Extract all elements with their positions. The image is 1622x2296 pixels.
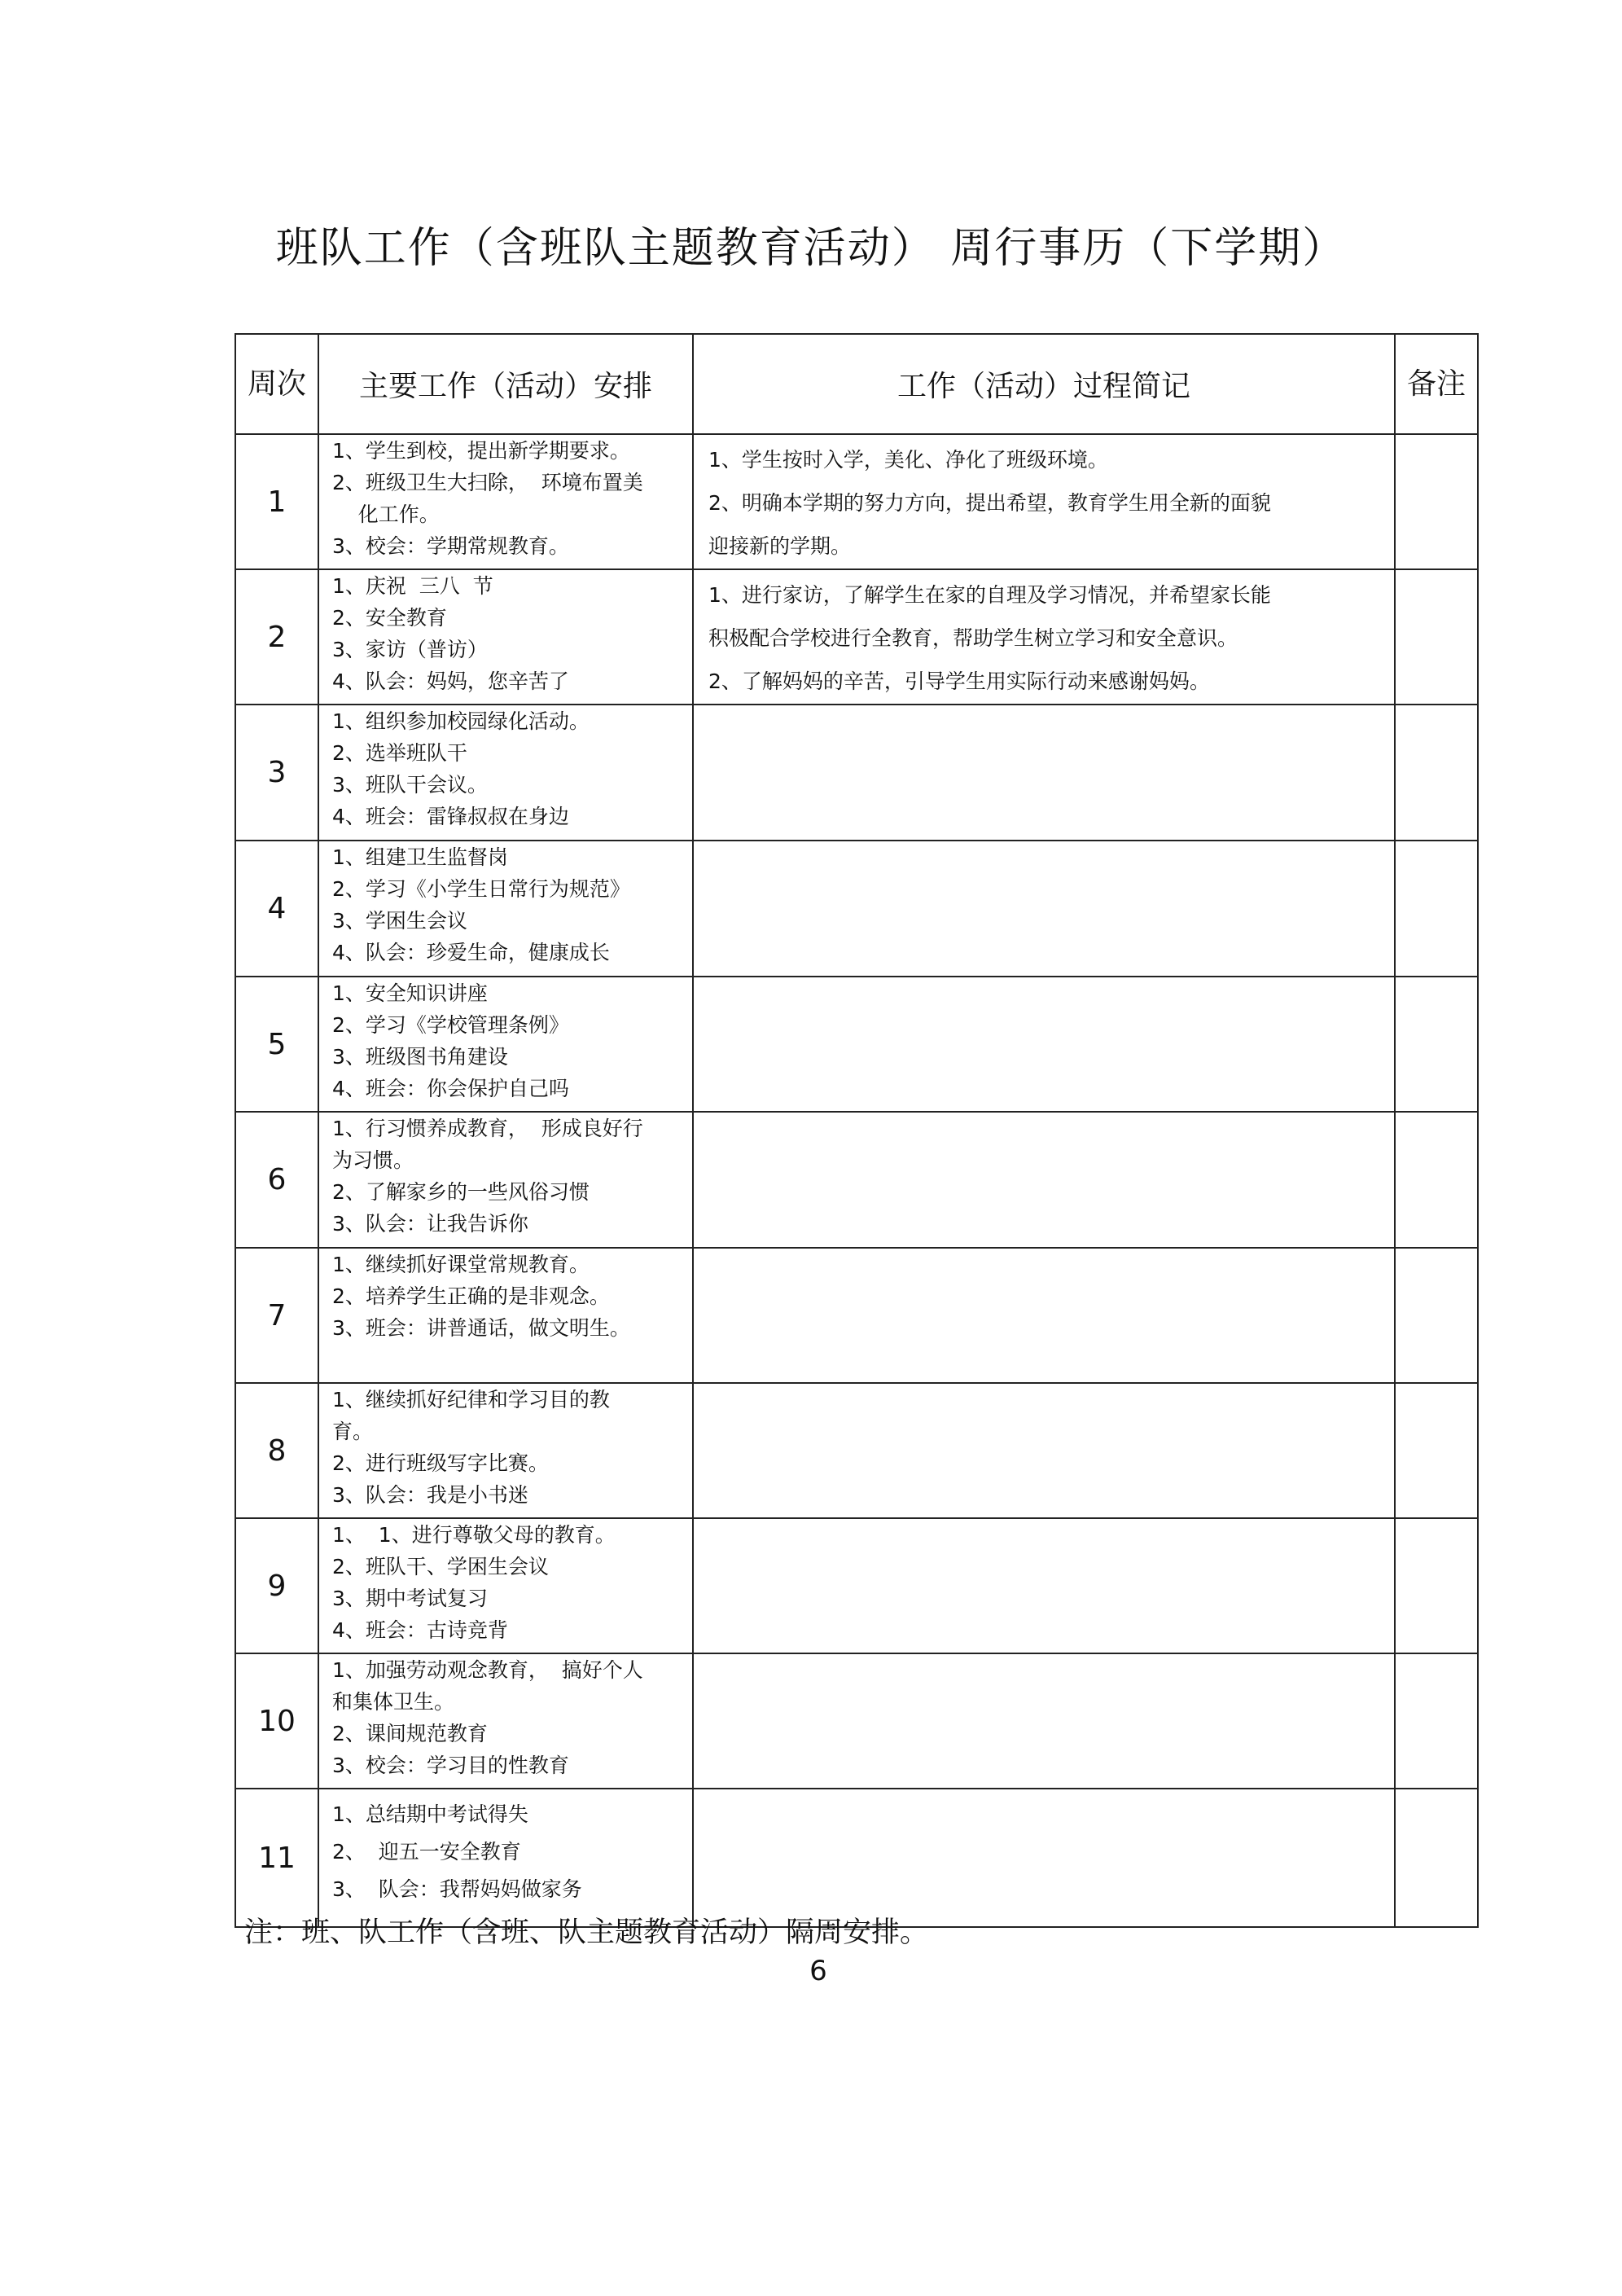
remark-cell bbox=[1395, 977, 1478, 1112]
work-item: 3、班队干会议。 bbox=[332, 773, 488, 797]
table-row bbox=[235, 705, 1478, 841]
work-item: 1、庆祝 三八 节 bbox=[332, 574, 493, 598]
page-title: 班队工作（含班队主题教育活动） 周行事历（下学期） bbox=[275, 224, 1347, 273]
process-cell bbox=[693, 1653, 1395, 1789]
process-cell bbox=[693, 705, 1395, 841]
work-item: 2、安全教育 bbox=[332, 606, 447, 630]
remark-cell bbox=[1395, 841, 1478, 977]
work-item: 1、加强劳动观念教育， 搞好个人 bbox=[332, 1658, 643, 1682]
remark-cell bbox=[1395, 705, 1478, 841]
work-item: 为习惯。 bbox=[332, 1148, 414, 1172]
footnote: 注：班、队工作（含班、队主题教育活动）隔周安排。 bbox=[244, 1916, 929, 1949]
work-cell bbox=[318, 705, 693, 841]
work-cell bbox=[318, 1653, 693, 1789]
remark-cell bbox=[1395, 1789, 1478, 1927]
week-number: 3 bbox=[235, 705, 318, 841]
work-cell bbox=[318, 1383, 693, 1518]
work-item: 3、家访（普访） bbox=[332, 638, 488, 661]
process-cell bbox=[693, 569, 1395, 705]
work-item: 2、了解家乡的一些风俗习惯 bbox=[332, 1180, 590, 1204]
work-cell bbox=[318, 434, 693, 569]
work-item: 4、班会：你会保护自己吗 bbox=[332, 1077, 569, 1100]
work-item: 4、班会：古诗竞背 bbox=[332, 1618, 508, 1642]
remark-cell bbox=[1395, 1653, 1478, 1789]
header-work: 主要工作（活动）安排 bbox=[318, 334, 693, 434]
work-item: 2、培养学生正确的是非观念。 bbox=[332, 1284, 610, 1308]
process-cell bbox=[693, 1383, 1395, 1518]
week-number: 4 bbox=[235, 841, 318, 977]
week-number: 10 bbox=[235, 1653, 318, 1789]
work-item: 3、队会：让我告诉你 bbox=[332, 1212, 528, 1236]
work-item: 1、总结期中考试得失 bbox=[332, 1802, 528, 1826]
process-item: 积极配合学校进行全教育，帮助学生树立学习和安全意识。 bbox=[708, 626, 1238, 650]
work-item: 1、组建卫生监督岗 bbox=[332, 845, 508, 869]
work-item: 1、安全知识讲座 bbox=[332, 981, 488, 1005]
work-item: 3、校会：学期常规教育。 bbox=[332, 534, 569, 558]
work-cell bbox=[318, 569, 693, 705]
remark-cell bbox=[1395, 1518, 1478, 1653]
week-number: 1 bbox=[235, 434, 318, 569]
work-item: 化工作。 bbox=[332, 503, 440, 526]
table-row bbox=[235, 841, 1478, 977]
header-week: 周次 bbox=[235, 334, 318, 434]
table-row bbox=[235, 1112, 1478, 1248]
work-item: 2、课间规范教育 bbox=[332, 1722, 488, 1745]
process-cell bbox=[693, 1518, 1395, 1653]
work-cell bbox=[318, 1112, 693, 1248]
week-number: 11 bbox=[235, 1789, 318, 1927]
table-row bbox=[235, 1518, 1478, 1653]
work-item: 3、 队会：我帮妈妈做家务 bbox=[332, 1877, 582, 1901]
work-item: 4、班会：雷锋叔叔在身边 bbox=[332, 805, 569, 828]
work-item: 3、班级图书角建设 bbox=[332, 1045, 508, 1069]
week-number: 7 bbox=[235, 1248, 318, 1383]
remark-cell bbox=[1395, 1383, 1478, 1518]
table-row bbox=[235, 1248, 1478, 1383]
work-item: 1、学生到校，提出新学期要求。 bbox=[332, 439, 630, 463]
process-item: 1、进行家访，了解学生在家的自理及学习情况，并希望家长能 bbox=[708, 583, 1271, 607]
work-item: 1、 1、进行尊敬父母的教育。 bbox=[332, 1523, 616, 1547]
work-item: 1、继续抓好纪律和学习目的教 bbox=[332, 1388, 610, 1411]
process-cell bbox=[693, 1789, 1395, 1927]
work-item: 3、队会：我是小书迷 bbox=[332, 1483, 528, 1507]
table-row bbox=[235, 1789, 1478, 1927]
weekly-schedule-table bbox=[235, 333, 1479, 1928]
table-row bbox=[235, 1383, 1478, 1518]
process-cell bbox=[693, 434, 1395, 569]
table-header-row bbox=[235, 334, 1478, 434]
week-number: 5 bbox=[235, 977, 318, 1112]
work-item: 3、期中考试复习 bbox=[332, 1587, 488, 1610]
work-cell bbox=[318, 977, 693, 1112]
work-cell bbox=[318, 1789, 693, 1927]
week-number: 9 bbox=[235, 1518, 318, 1653]
week-number: 6 bbox=[235, 1112, 318, 1248]
work-item: 2、学习《小学生日常行为规范》 bbox=[332, 877, 630, 901]
work-item: 2、 迎五一安全教育 bbox=[332, 1840, 521, 1864]
page-number: 6 bbox=[809, 1955, 827, 1987]
table-row bbox=[235, 977, 1478, 1112]
process-cell bbox=[693, 977, 1395, 1112]
header-remark: 备注 bbox=[1395, 334, 1478, 434]
remark-cell bbox=[1395, 434, 1478, 569]
work-item: 2、班队干、学困生会议 bbox=[332, 1555, 549, 1578]
table-row bbox=[235, 1653, 1478, 1789]
table-row bbox=[235, 434, 1478, 569]
work-item: 2、学习《学校管理条例》 bbox=[332, 1013, 569, 1037]
remark-cell bbox=[1395, 1248, 1478, 1383]
work-item: 2、选举班队干 bbox=[332, 741, 467, 765]
work-item: 2、班级卫生大扫除， 环境布置美 bbox=[332, 471, 643, 494]
process-cell bbox=[693, 1112, 1395, 1248]
work-item: 4、队会：珍爱生命，健康成长 bbox=[332, 941, 610, 964]
work-cell bbox=[318, 841, 693, 977]
work-item: 1、继续抓好课堂常规教育。 bbox=[332, 1253, 590, 1276]
work-item: 3、校会：学习目的性教育 bbox=[332, 1754, 569, 1777]
process-cell bbox=[693, 841, 1395, 977]
work-item: 2、进行班级写字比赛。 bbox=[332, 1451, 549, 1475]
work-item: 1、组织参加校园绿化活动。 bbox=[332, 709, 590, 733]
week-number: 8 bbox=[235, 1383, 318, 1518]
week-number: 2 bbox=[235, 569, 318, 705]
remark-cell bbox=[1395, 569, 1478, 705]
work-item: 3、班会：讲普通话，做文明生。 bbox=[332, 1316, 630, 1340]
work-item: 3、学困生会议 bbox=[332, 909, 467, 933]
process-cell bbox=[693, 1248, 1395, 1383]
process-item: 1、学生按时入学，美化、净化了班级环境。 bbox=[708, 448, 1108, 472]
work-cell bbox=[318, 1518, 693, 1653]
work-cell bbox=[318, 1248, 693, 1383]
process-item: 迎接新的学期。 bbox=[708, 534, 852, 558]
work-item: 育。 bbox=[332, 1420, 374, 1443]
work-item: 4、队会：妈妈，您辛苦了 bbox=[332, 669, 569, 693]
process-item: 2、明确本学期的努力方向，提出希望，教育学生用全新的面貌 bbox=[708, 491, 1271, 515]
process-item: 2、了解妈妈的辛苦，引导学生用实际行动来感谢妈妈。 bbox=[708, 669, 1210, 693]
table-row bbox=[235, 569, 1478, 705]
remark-cell bbox=[1395, 1112, 1478, 1248]
header-process: 工作（活动）过程简记 bbox=[693, 334, 1395, 434]
work-item: 1、行习惯养成教育， 形成良好行 bbox=[332, 1117, 643, 1140]
work-item: 和集体卫生。 bbox=[332, 1690, 455, 1714]
